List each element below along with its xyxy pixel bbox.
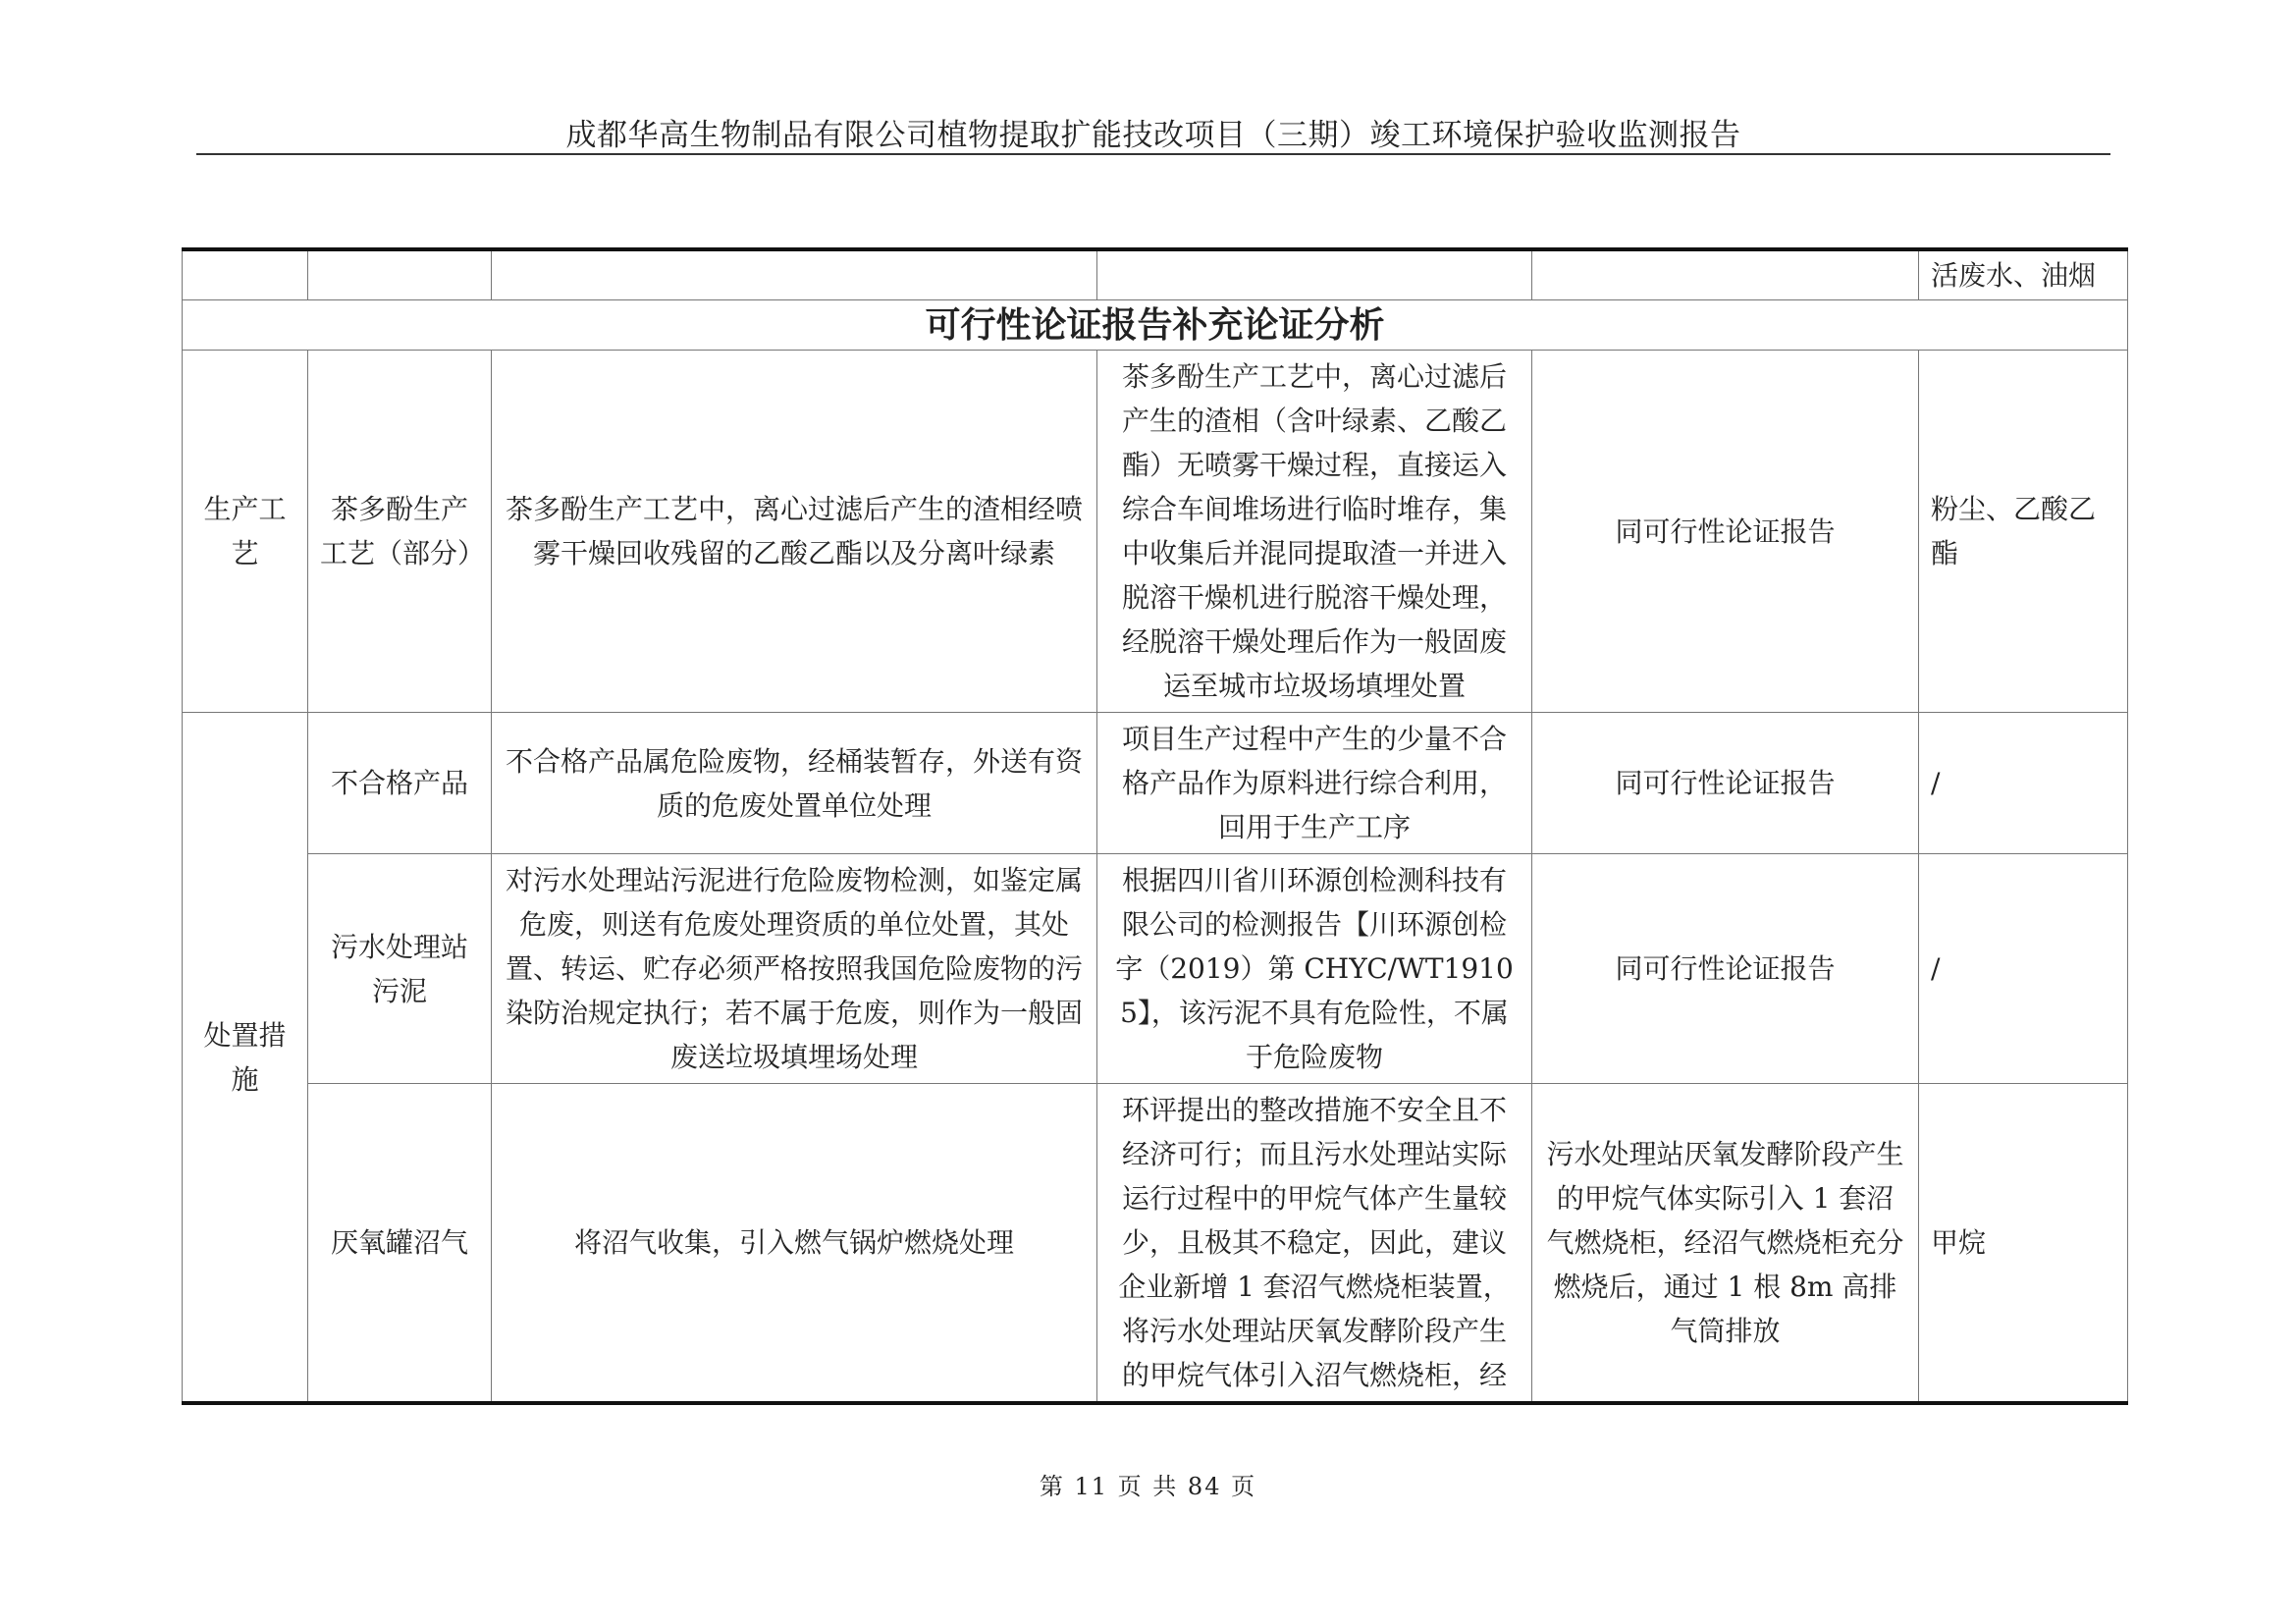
measure-cell: 同可行性论证报告 <box>1532 854 1919 1084</box>
pollutant-cell: 粉尘、乙酸乙酯 <box>1919 351 2128 713</box>
table-cell <box>308 249 492 300</box>
continuation-row <box>183 249 2128 300</box>
item-cell: 厌氧罐沼气 <box>308 1084 492 1404</box>
pollutant-cell: / <box>1919 713 2128 854</box>
actual-situation-cell: 项目生产过程中产生的少量不合格产品作为原料进行综合利用，回用于生产工序 <box>1097 713 1532 854</box>
table-cell <box>1532 249 1919 300</box>
category-cell: 生产工艺 <box>183 351 308 713</box>
original-plan-cell: 不合格产品属危险废物，经桶装暂存，外送有资质的危废处置单位处理 <box>492 713 1097 854</box>
table-row <box>183 1084 2128 1404</box>
actual-situation-cell: 根据四川省川环源创检测科技有限公司的检测报告【川环源创检字（2019）第 CHYC/WT19105】，该污泥不具有危险性，不属于危险废物 <box>1097 854 1532 1084</box>
table-cell <box>183 249 308 300</box>
original-plan-cell: 对污水处理站污泥进行危险废物检测，如鉴定属危废，则送有危废处理资质的单位处置，其处置、转运、贮存必须严格按照我国危险废物的污染防治规定执行；若不属于危废，则作为一般固废送垃圾填埋场处理 <box>492 854 1097 1084</box>
feasibility-table <box>182 247 2128 1405</box>
table-row <box>183 854 2128 1084</box>
report-header-title: 成都华高生物制品有限公司植物提取扩能技改项目（三期）竣工环境保护验收监测报告 <box>565 118 1741 153</box>
measure-cell: 同可行性论证报告 <box>1532 713 1919 854</box>
original-plan-cell: 将沼气收集，引入燃气锅炉燃烧处理 <box>492 1084 1097 1404</box>
section-title-row <box>183 300 2128 351</box>
original-plan-cell: 茶多酚生产工艺中，离心过滤后产生的渣相经喷雾干燥回收残留的乙酸乙酯以及分离叶绿素 <box>492 351 1097 713</box>
table-cell: 活废水、油烟 <box>1919 249 2128 300</box>
item-cell: 不合格产品 <box>308 713 492 854</box>
table-cell <box>1097 249 1532 300</box>
pollutant-cell: / <box>1919 854 2128 1084</box>
item-cell: 污水处理站污泥 <box>308 854 492 1084</box>
category-cell: 处置措施 <box>183 713 308 1404</box>
table-row <box>183 351 2128 713</box>
section-title: 可行性论证报告补充论证分析 <box>183 300 2128 351</box>
table-row <box>183 713 2128 854</box>
measure-cell: 污水处理站厌氧发酵阶段产生的甲烷气体实际引入 1 套沼气燃烧柜，经沼气燃烧柜充分燃烧后，通过 1 根 8m 高排气筒排放 <box>1532 1084 1919 1404</box>
pollutant-cell: 甲烷 <box>1919 1084 2128 1404</box>
page-number: 第 11 页 共 84 页 <box>1039 1473 1257 1500</box>
header-divider <box>196 153 2110 155</box>
item-cell: 茶多酚生产工艺（部分） <box>308 351 492 713</box>
table-cell <box>492 249 1097 300</box>
actual-situation-cell: 茶多酚生产工艺中，离心过滤后产生的渣相（含叶绿素、乙酸乙酯）无喷雾干燥过程，直接运入综合车间堆场进行临时堆存，集中收集后并混同提取渣一并进入脱溶干燥机进行脱溶干燥处理，经脱溶干燥处理后作为一般固废运至城市垃圾场填埋处置 <box>1097 351 1532 713</box>
actual-situation-cell: 环评提出的整改措施不安全且不经济可行；而且污水处理站实际运行过程中的甲烷气体产生量较少，且极其不稳定，因此，建议企业新增 1 套沼气燃烧柜装置，将污水处理站厌氧发酵阶段产生的甲烷气体引入沼气燃烧柜，经 <box>1097 1084 1532 1404</box>
measure-cell: 同可行性论证报告 <box>1532 351 1919 713</box>
